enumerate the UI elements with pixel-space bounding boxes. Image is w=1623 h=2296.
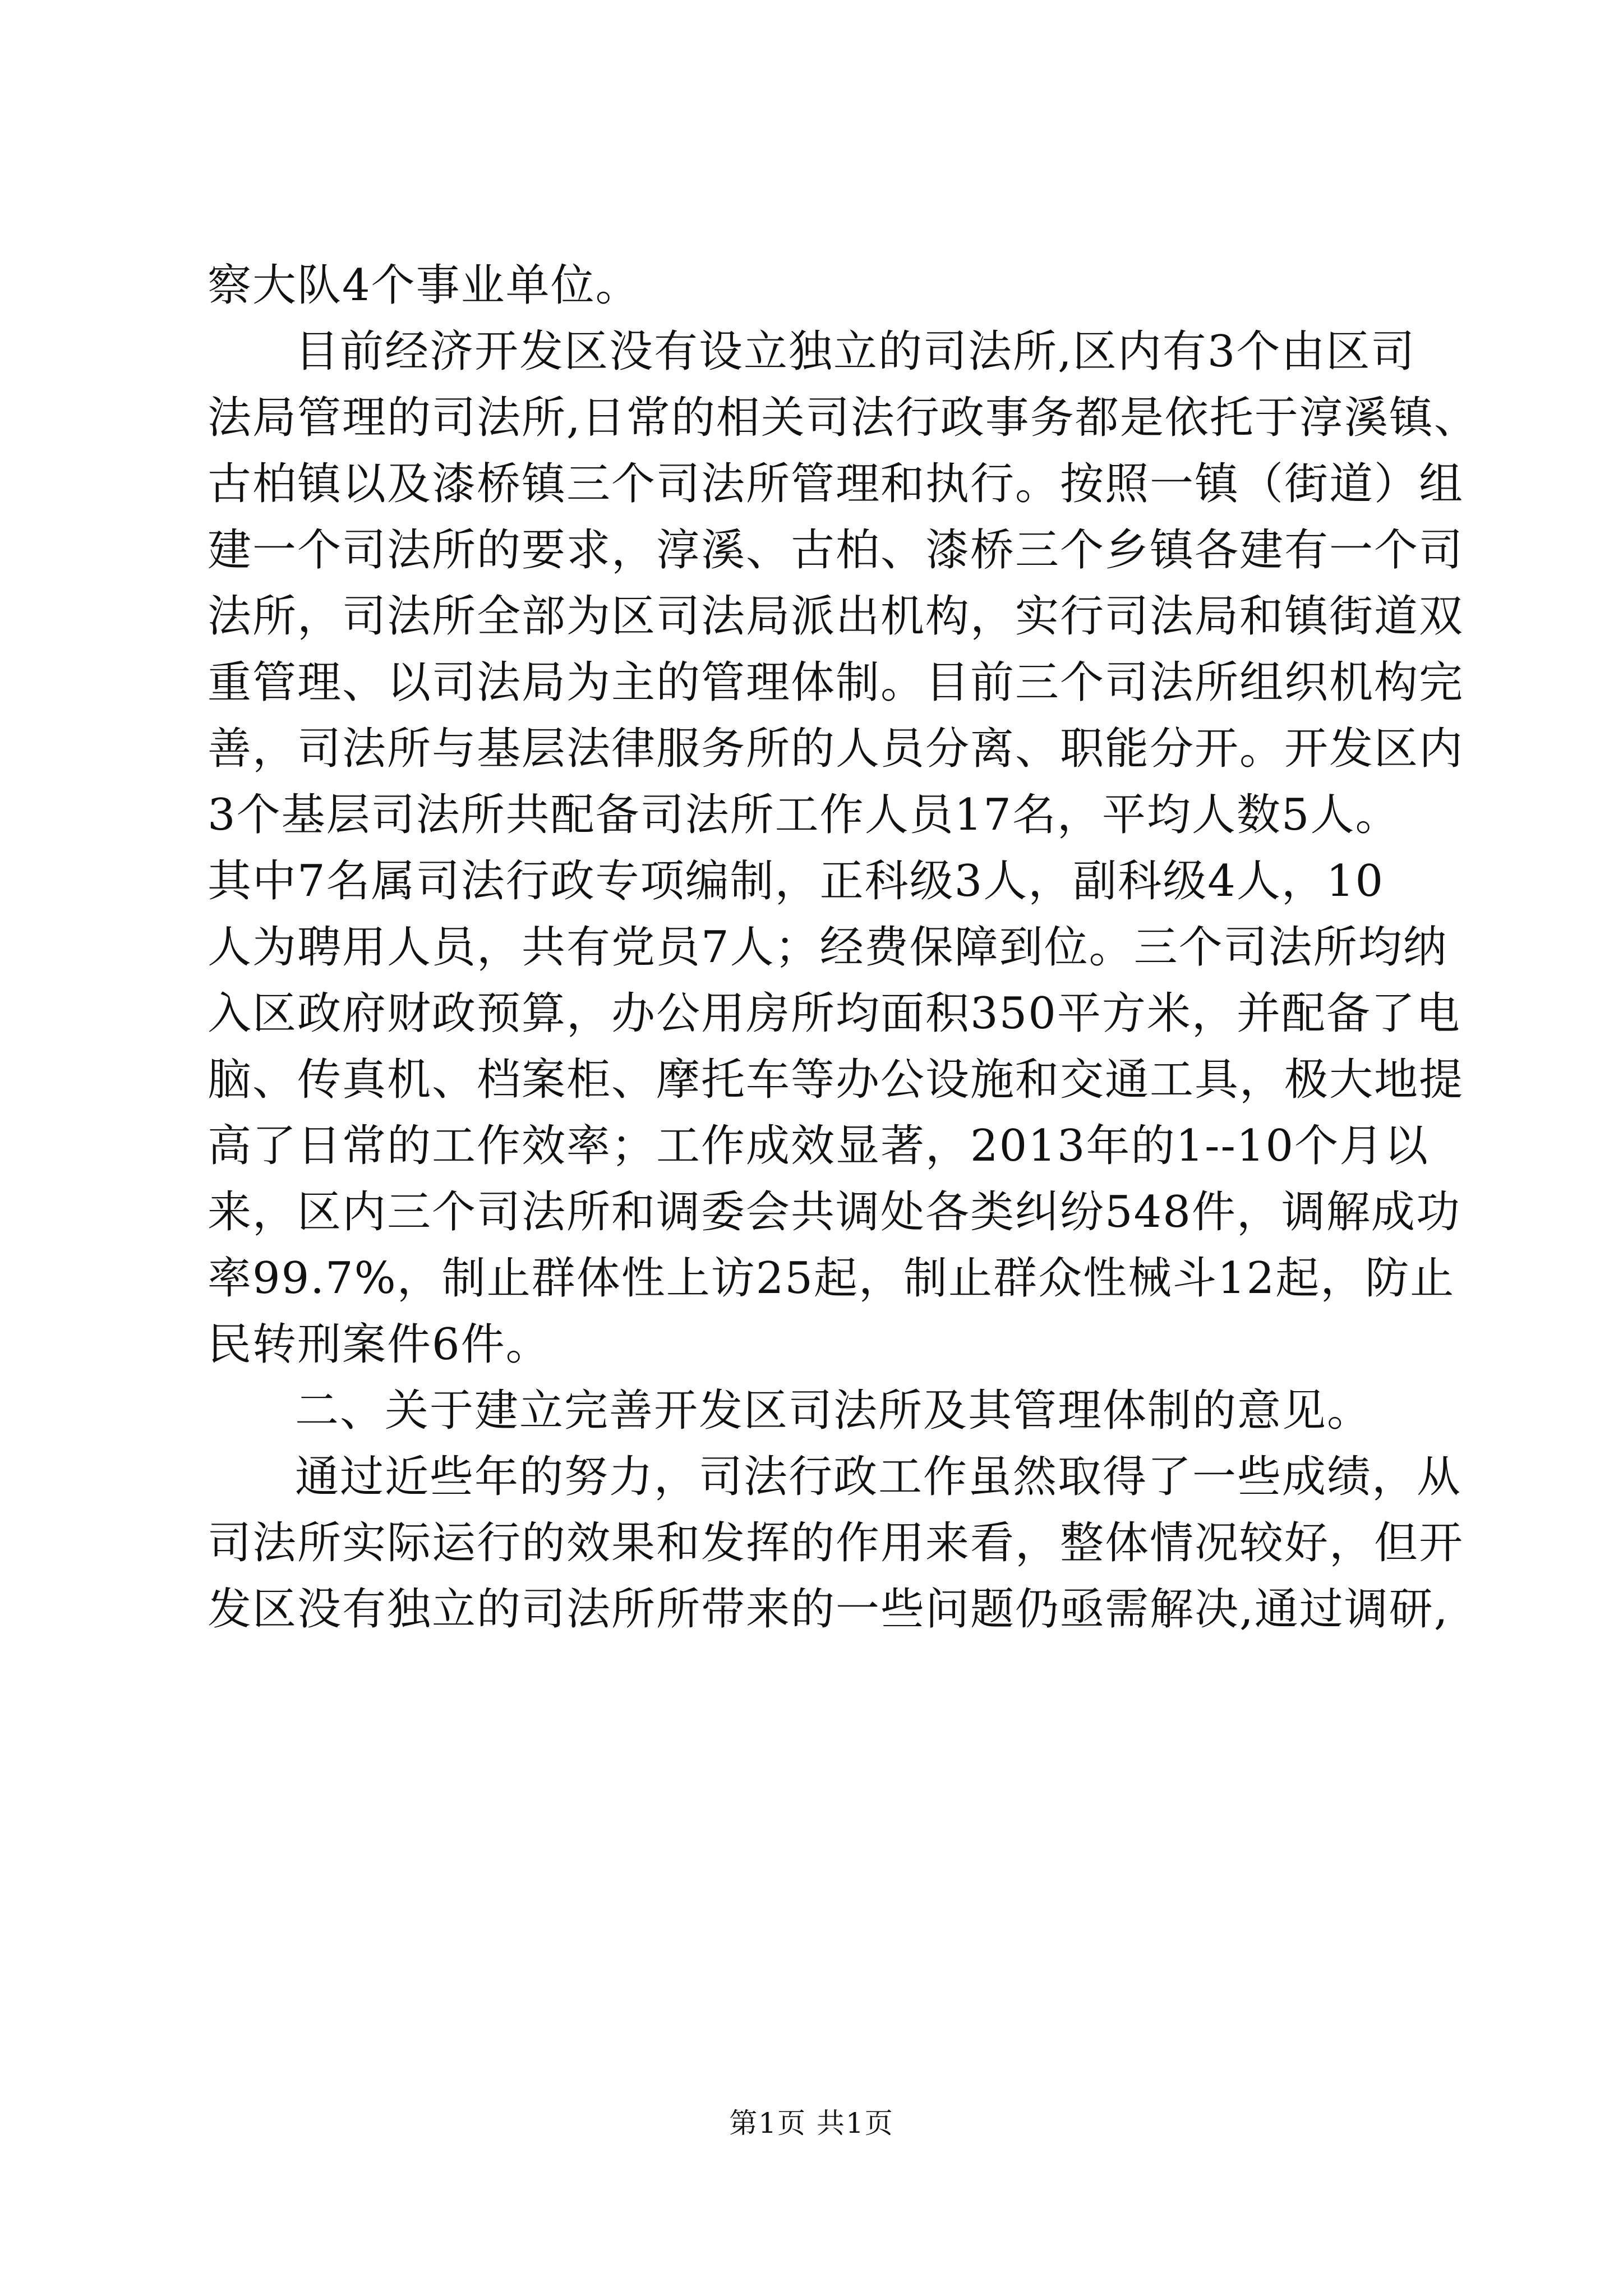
text-line-9: 3个基层司法所共配备司法所工作人员17名，平均人数5人。: [208, 790, 1400, 840]
section-heading: 二、关于建立完善开发区司法所及其管理体制的意见。: [295, 1386, 1372, 1436]
text-line-10: 其中7名属司法行政专项编制，正科级3人，副科级4人，10: [208, 856, 1385, 907]
text-line-15: 来，区内三个司法所和调委会共调处各类纠纷548件，调解成功: [208, 1187, 1461, 1237]
text-line-4: 古柏镇以及漆桥镇三个司法所管理和执行。按照一镇（街道）组: [208, 459, 1464, 509]
document-body: [208, 252, 1486, 1642]
text-line-21: 发区没有独立的司法所所带来的一些问题仍亟需解决,通过调研,: [208, 1584, 1449, 1635]
text-line-7: 重管理、以司法局为主的管理体制。目前三个司法所组织机构完: [208, 657, 1464, 708]
text-line-6: 法所，司法所全部为区司法局派出机构，实行司法局和镇街道双: [208, 591, 1464, 642]
text-line-11: 人为聘用人员，共有党员7人；经费保障到位。三个司法所均纳: [208, 922, 1448, 973]
text-line-16: 率99.7%，制止群体性上访25起，制止群众性械斗12起，防止: [208, 1253, 1455, 1304]
text-line-8: 善，司法所与基层法律服务所的人员分离、职能分开。开发区内: [208, 724, 1464, 774]
text-line-1: 察大队4个事业单位。: [208, 260, 640, 311]
text-line-5: 建一个司法所的要求，淳溪、古柏、漆桥三个乡镇各建有一个司: [208, 525, 1464, 576]
text-line-17: 民转刑案件6件。: [208, 1319, 551, 1370]
text-line-3: 法局管理的司法所,日常的相关司法行政事务都是依托于淳溪镇、: [208, 393, 1479, 443]
text-line-12: 入区政府财政预算，办公用房所均面积350平方米，并配备了电: [208, 988, 1461, 1039]
paragraph-start-1: 目前经济开发区没有设立独立的司法所,区内有3个由区司: [295, 326, 1416, 377]
text-line-14: 高了日常的工作效率；工作成效显著，2013年的1--10个月以: [208, 1121, 1430, 1171]
paragraph-start-2: 通过近些年的努力，司法行政工作虽然取得了一些成绩，从: [295, 1452, 1462, 1502]
text-line-13: 脑、传真机、档案柜、摩托车等办公设施和交通工具，极大地提: [208, 1055, 1464, 1105]
text-line-20: 司法所实际运行的效果和发挥的作用来看，整体情况较好，但开: [208, 1518, 1464, 1568]
page-footer: 第1页 共1页: [729, 2107, 894, 2139]
